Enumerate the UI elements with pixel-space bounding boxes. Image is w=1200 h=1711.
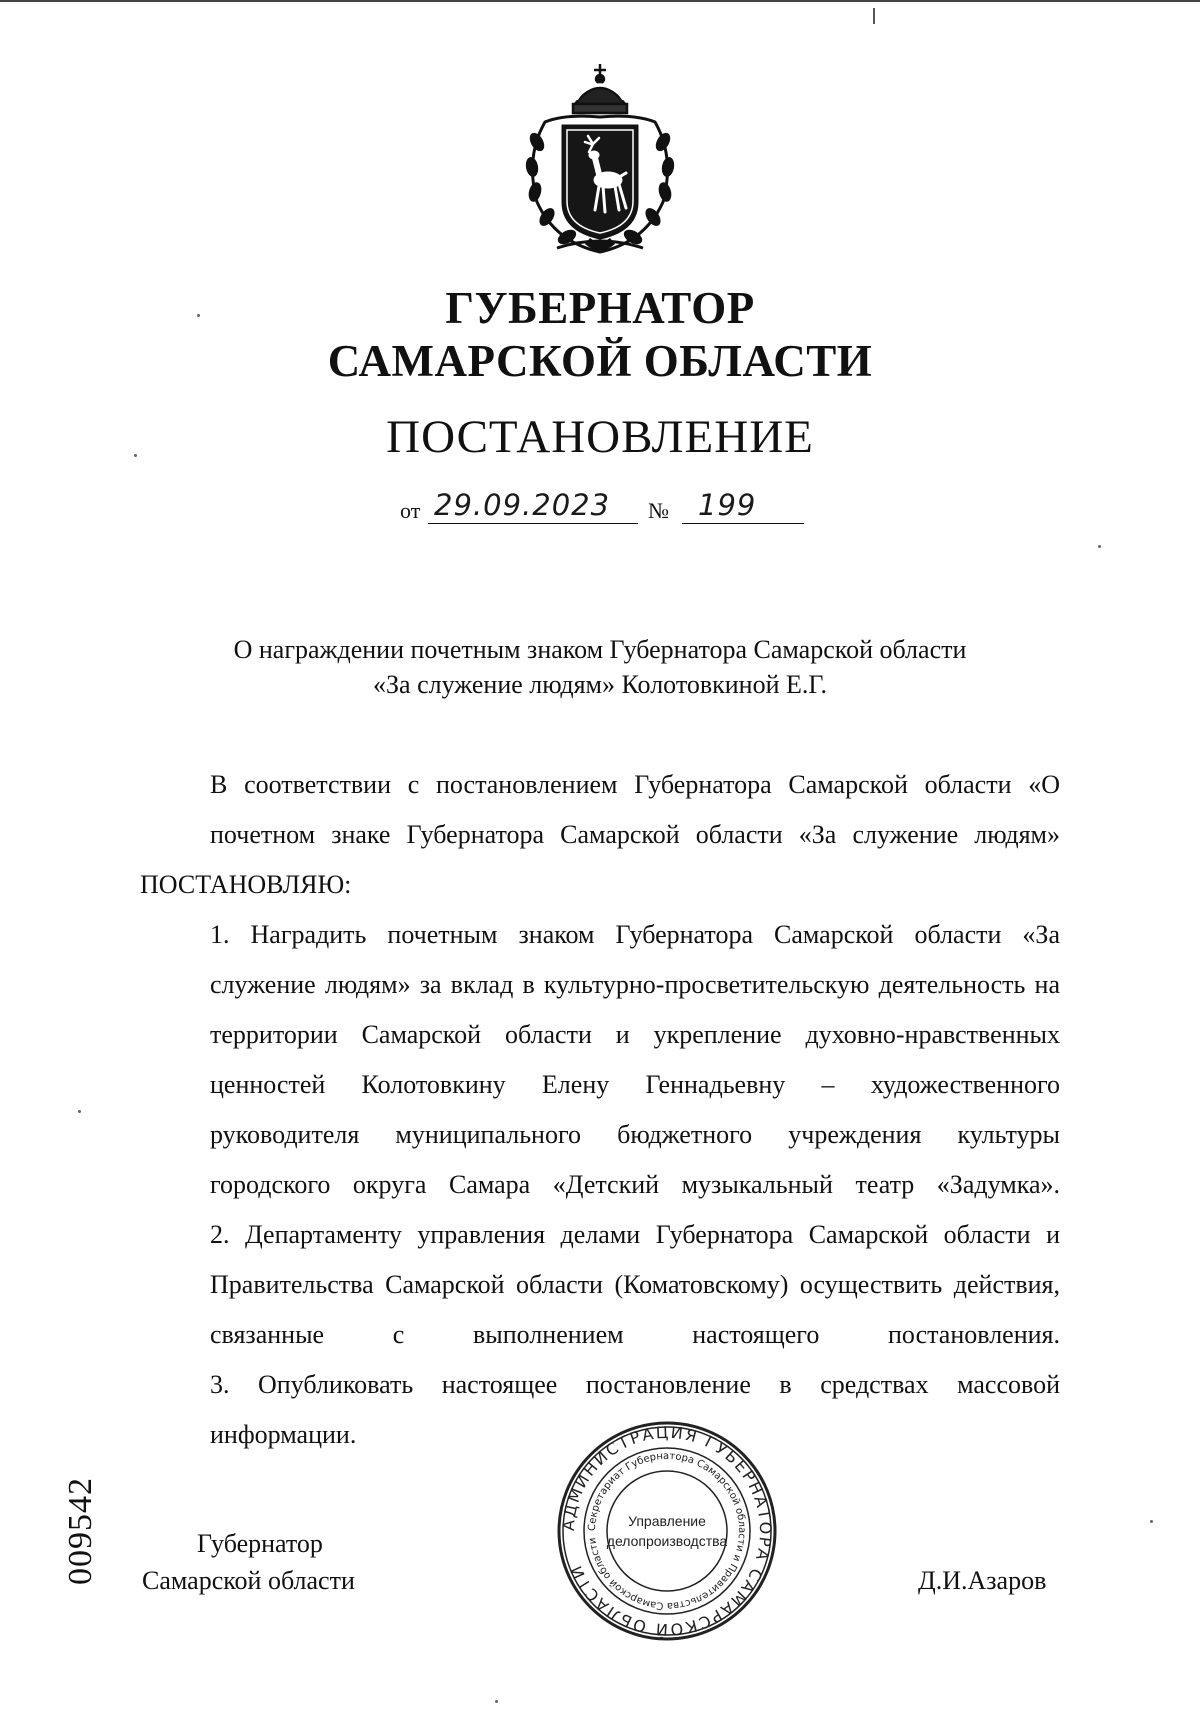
number-label: № xyxy=(648,498,669,523)
svg-text:Секретариат Губернатора Самарс xyxy=(587,1451,747,1611)
scan-speck xyxy=(1098,545,1101,548)
scan-speck xyxy=(495,1700,498,1703)
scan-top-edge xyxy=(0,0,1200,2)
signatory-title-line2: Самарской области xyxy=(142,1566,355,1595)
document-subject xyxy=(150,632,1050,702)
item-3-paragraph: 3. Опубликовать настоящее постановление в средствах массовой информации. xyxy=(210,1370,1060,1449)
signatory-name: Д.И.Азаров xyxy=(918,1566,1047,1595)
ledger-number: 009542 xyxy=(62,1477,99,1585)
handwritten-date: 29.09.2023 xyxy=(434,488,611,522)
stamp-outer-ring-text: АДМИНИСТРАЦИЯ ГУБЕРНАТОРА САМАРСКОЙ ОБЛАСТИ xyxy=(558,1422,776,1640)
handwritten-number: 199 xyxy=(698,488,757,522)
official-stamp xyxy=(556,1420,778,1642)
subject-line2: «За служение людям» Колотовкиной Е.Г. xyxy=(373,670,827,699)
scan-speck xyxy=(197,314,200,317)
signatory-title-line1: Губернатор xyxy=(197,1529,323,1558)
authority-title-line2: САМАРСКОЙ ОБЛАСТИ xyxy=(327,336,873,386)
item-1-paragraph: 1. Наградить почетным знаком Губернатора Самарской области «За служение людям» за вклад в культурно-просветительскую деятельность на территории Самарской области и укрепление духовно-нравственных ценностей Колотовкину Елену Геннадьевну – художественного руководителя муниципального бюджетного учреждения культуры городского округа Самара «Детский музыкальный театр «Задумка». xyxy=(210,920,1060,1199)
scan-speck xyxy=(134,454,137,457)
item-2-paragraph: 2. Департаменту управления делами Губернатора Самарской области и Правительства Самарской области (Коматовскому) осуществить действия, связанные с выполнением настоящего постановления. xyxy=(210,1220,1060,1349)
number-underline xyxy=(682,523,804,524)
scan-speck xyxy=(78,1110,81,1113)
subject-line1: О награждении почетным знаком Губернатора Самарской области xyxy=(233,635,967,664)
signatory-title xyxy=(142,1525,355,1599)
stamp-inner-ring-text: Секретариат Губернатора Самарской области и Правительства Самарской области xyxy=(586,1450,748,1612)
stamp-center-line2: делопроизводства xyxy=(606,1533,728,1549)
preamble-paragraph: В соответствии с постановлением Губернатора Самарской области «О почетном знаке Губернатора Самарской области «За служение людям» xyxy=(210,770,1060,849)
date-label: от xyxy=(400,498,421,523)
decree-word: ПОСТАНОВЛЯЮ: xyxy=(140,870,352,899)
stamp-center-line1: Управление xyxy=(628,1513,706,1529)
scan-speck xyxy=(1150,1520,1153,1523)
document-body xyxy=(140,760,1060,1460)
document-type: ПОСТАНОВЛЕНИЕ xyxy=(386,411,814,463)
date-underline xyxy=(428,523,638,524)
samara-oblast-coat-of-arms-icon xyxy=(515,62,685,257)
authority-title-line1: ГУБЕРНАТОР xyxy=(445,283,755,333)
scan-mark xyxy=(873,8,875,24)
